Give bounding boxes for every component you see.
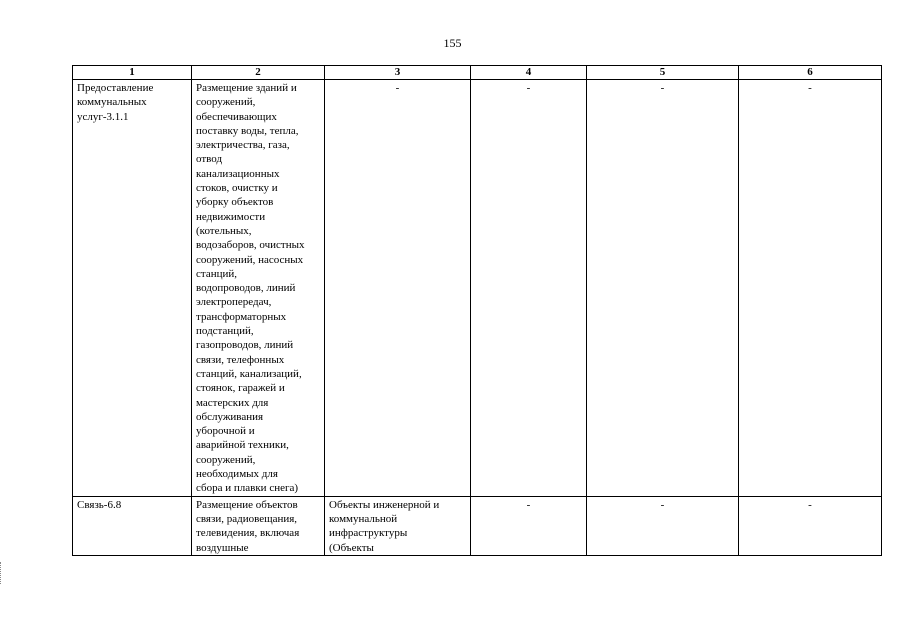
- column-header: 2: [192, 66, 325, 80]
- table-cell: [73, 80, 192, 497]
- table-cell: [192, 496, 325, 555]
- land-use-table: [72, 65, 882, 556]
- table-cell: -: [325, 80, 471, 497]
- table-row: [73, 496, 882, 555]
- land-use-name: Связь-6.8: [77, 498, 122, 511]
- scan-speck: [461, 386, 465, 391]
- infrastructure-note: Объекты инженерной и коммунальной инфраструктуры (Объекты: [329, 498, 440, 554]
- land-use-description: Размещение объектов связи, радиовещания, телевидения, включая воздушные: [196, 498, 300, 554]
- page-number: 155: [443, 36, 462, 50]
- table-cell: -: [587, 496, 739, 555]
- table-cell: [73, 496, 192, 555]
- scan-margin-mark: [0, 562, 4, 584]
- land-use-name: Предоставление коммунальных услуг-3.1.1: [77, 82, 154, 123]
- column-header: 3: [325, 66, 471, 80]
- column-header: 5: [587, 66, 739, 80]
- table-cell: -: [739, 496, 882, 555]
- land-use-description: Размещение зданий и сооружений, обеспечивающих поставку воды, тепла, электричества, газа, отвод канализационных стоков, очистку и уборку объектов недвижимости (котельных, водозаборов, очистных сооружений, насосных станций, водопроводов, линий электропередач, трансформаторных подстанций, газопроводов, линий связи, телефонных станций, канализаций, стоянок, гаражей и мастерских для обслуживания уборочной и аварийной техники, сооружений, необходимых для сбора и плавки снега): [196, 82, 305, 495]
- table-cell: -: [471, 496, 587, 555]
- column-header: 6: [739, 66, 882, 80]
- table-cell: -: [739, 80, 882, 497]
- column-header: 1: [73, 66, 192, 80]
- table-cell: -: [587, 80, 739, 497]
- table-cell: [192, 80, 325, 497]
- column-header: 4: [471, 66, 587, 80]
- table-header-row: [73, 66, 882, 80]
- table-cell: -: [471, 80, 587, 497]
- table-cell: [325, 496, 471, 555]
- table-row: [73, 80, 882, 497]
